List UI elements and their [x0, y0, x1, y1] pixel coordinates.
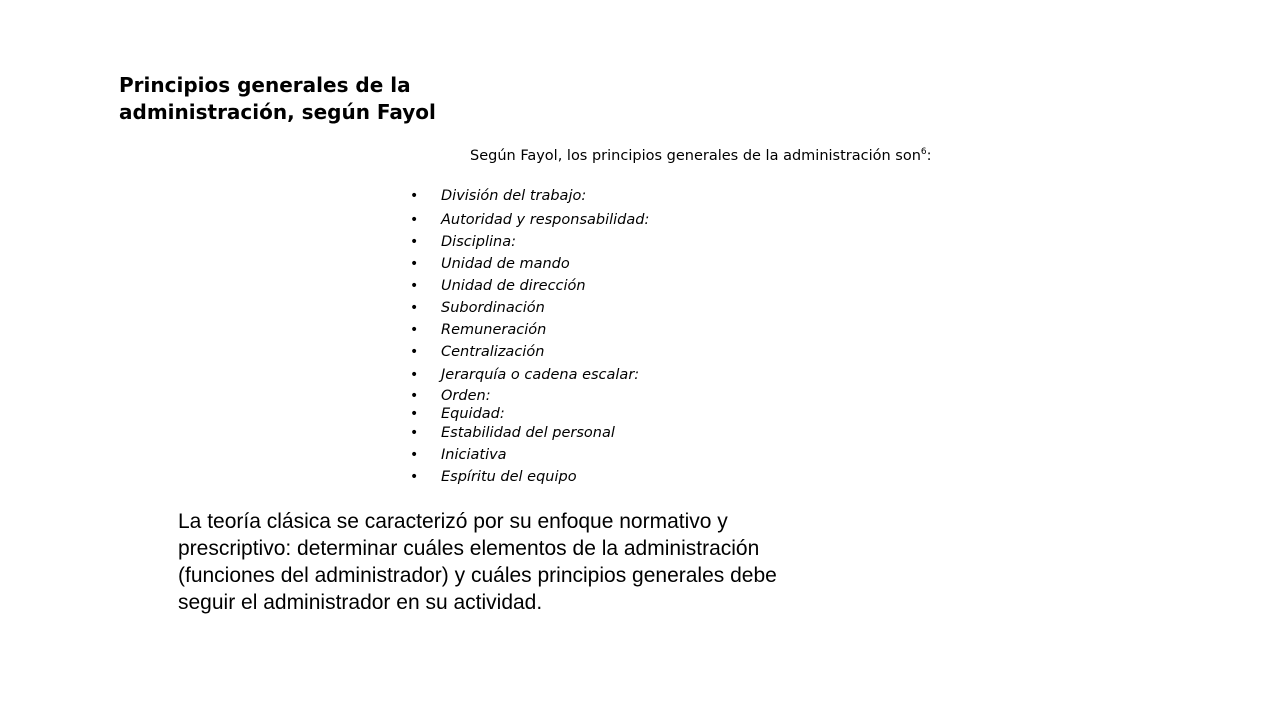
bullet-icon: • [410, 469, 419, 485]
principle-label: Orden: [441, 388, 491, 404]
bullet-icon: • [410, 188, 419, 204]
bullet-icon: • [410, 344, 419, 360]
intro-text: Según Fayol, los principios generales de la administración son [470, 148, 921, 164]
intro-suffix: : [926, 148, 932, 164]
principle-label: Estabilidad del personal [441, 425, 615, 441]
bullet-icon: • [410, 367, 419, 383]
bullet-icon: • [410, 212, 419, 228]
principle-label: Disciplina: [441, 234, 516, 250]
bullet-icon: • [410, 425, 419, 441]
closing-paragraph: La teoría clásica se caracterizó por su enfoque normativo y prescriptivo: determinar cuáles elementos de la administración (funciones del administrador) y cuáles principios generales debe seguir el administrador en su actividad. [178, 510, 777, 614]
principle-label: Equidad: [441, 406, 505, 422]
bullet-icon: • [410, 447, 419, 463]
principle-label: División del trabajo: [441, 188, 587, 204]
bullet-icon: • [410, 406, 419, 422]
footnote-marker: 6 [920, 147, 927, 158]
principle-label: Iniciativa [441, 447, 507, 463]
bullet-icon: • [410, 388, 419, 404]
bullet-icon: • [410, 278, 419, 294]
principle-label: Autoridad y responsabilidad: [441, 212, 650, 228]
principle-label: Espíritu del equipo [441, 469, 577, 485]
bullet-icon: • [410, 322, 419, 338]
intro-line [470, 146, 932, 166]
principle-label: Unidad de mando [441, 256, 570, 272]
principle-label: Subordinación [441, 300, 545, 316]
principle-label: Unidad de dirección [441, 278, 586, 294]
principle-label: Remuneración [441, 322, 547, 338]
bullet-icon: • [410, 256, 419, 272]
principle-label: Centralización [441, 344, 545, 360]
principle-label: Jerarquía o cadena escalar: [441, 367, 640, 383]
bullet-icon: • [410, 300, 419, 316]
slide-title: Principios generales de la administración, según Fayol [119, 73, 436, 124]
bullet-icon: • [410, 234, 419, 250]
